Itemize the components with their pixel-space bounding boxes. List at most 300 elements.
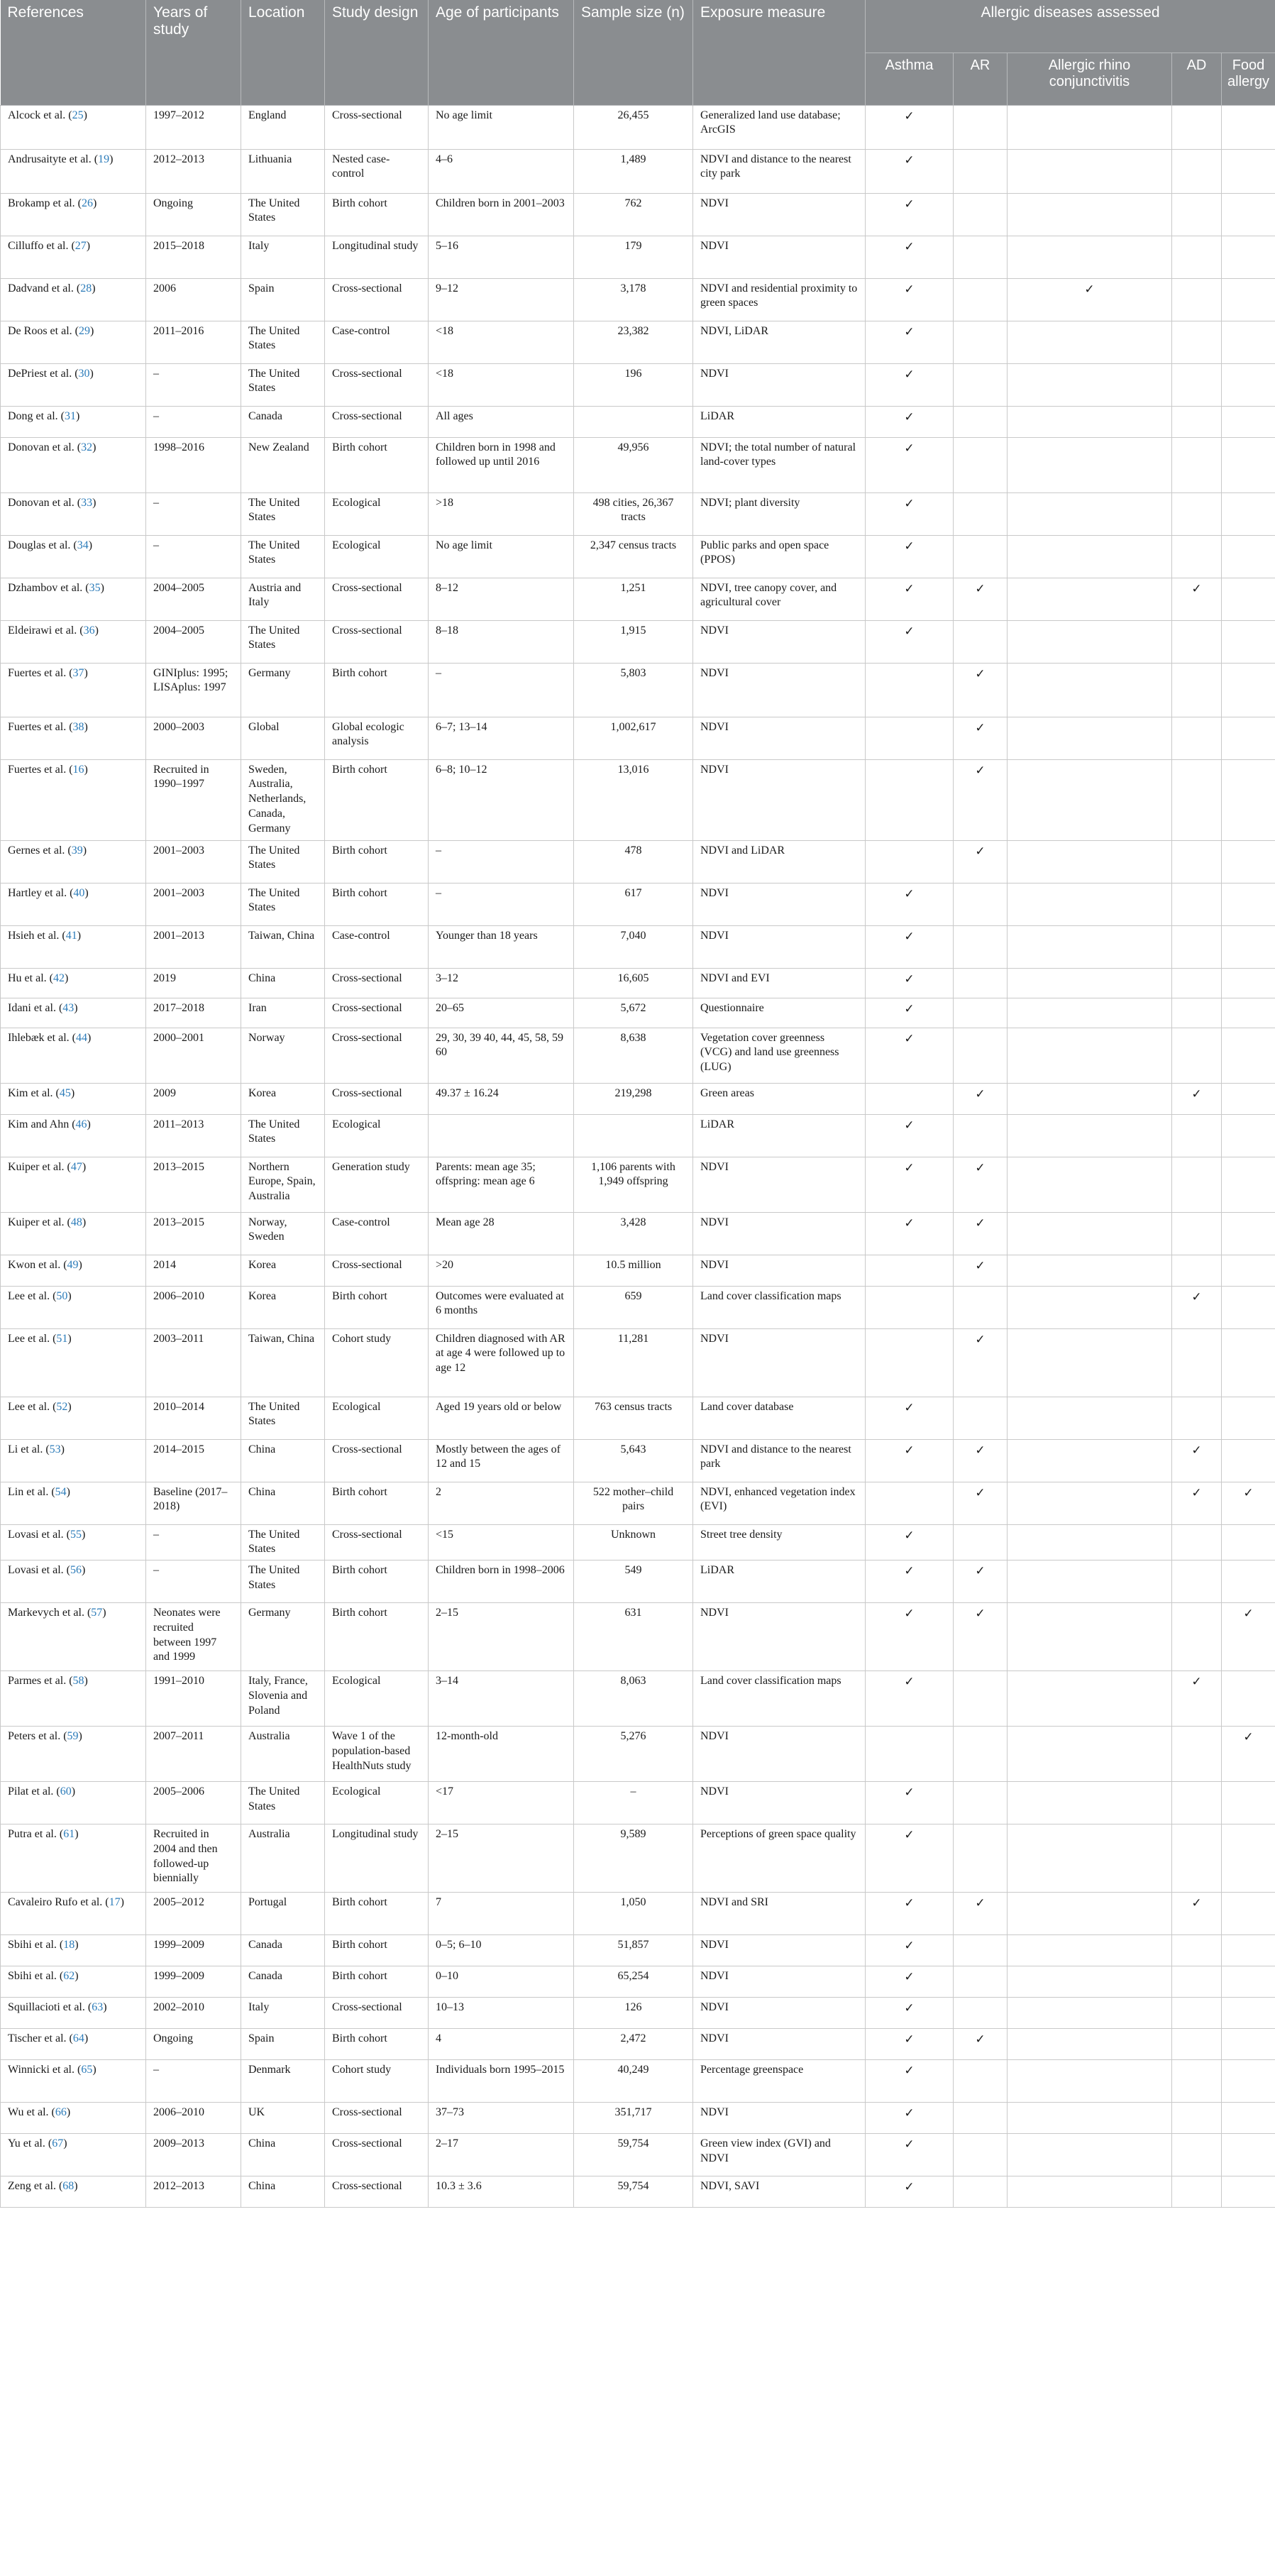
check-mark-icon: ✓: [904, 1939, 915, 1954]
citation-paren: ): [86, 239, 91, 252]
citation-paren: ): [78, 1258, 82, 1271]
citation-link[interactable]: 60: [60, 1785, 72, 1798]
food-allergy-check: [1222, 578, 1275, 620]
years-cell: –: [146, 1561, 241, 1603]
citation-link[interactable]: 58: [72, 1675, 84, 1688]
age-cell: 29, 30, 39 40, 44, 45, 58, 59 60: [429, 1028, 574, 1083]
design-cell: Case-control: [325, 321, 429, 363]
age-cell: <18: [429, 321, 574, 363]
check-mark-icon: ✓: [904, 324, 915, 339]
rhino-conjunctivitis-check: [1008, 149, 1172, 193]
age-cell: Children diagnosed with AR at age 4 were followed up to age 12: [429, 1328, 574, 1397]
ad-check: [1172, 968, 1222, 998]
design-cell: Ecological: [325, 1114, 429, 1157]
ad-check: [1172, 1028, 1222, 1083]
citation-link[interactable]: 61: [63, 1828, 75, 1841]
reference-cell: [1, 1561, 146, 1603]
ad-check: [1172, 663, 1222, 717]
header-study-design: Study design: [325, 0, 429, 105]
age-cell: 37–73: [429, 2103, 574, 2134]
food-allergy-check: [1222, 149, 1275, 193]
ad-check: [1172, 1603, 1222, 1671]
citation-link[interactable]: 16: [72, 763, 84, 776]
citation-link[interactable]: 37: [72, 666, 84, 679]
years-cell: 2019: [146, 968, 241, 998]
years-cell: Baseline (2017–2018): [146, 1482, 241, 1524]
asthma-check: [866, 1114, 954, 1157]
citation-link[interactable]: 53: [49, 1443, 61, 1455]
citation-link[interactable]: 66: [55, 2106, 67, 2119]
age-cell: 2–15: [429, 1824, 574, 1893]
ad-check: [1172, 149, 1222, 193]
sample-size-cell: [574, 1114, 693, 1157]
check-mark-icon: ✓: [975, 2032, 986, 2047]
check-mark-icon: ✓: [904, 1443, 915, 1458]
years-cell: 2003–2011: [146, 1328, 241, 1397]
sample-size-cell: 9,589: [574, 1824, 693, 1893]
citation-link[interactable]: 25: [72, 109, 84, 121]
citation-paren: ): [92, 197, 97, 209]
ad-check: [1172, 1482, 1222, 1524]
years-cell: 2014: [146, 1255, 241, 1286]
citation-link[interactable]: 36: [83, 624, 95, 637]
ad-check: [1172, 883, 1222, 925]
location-cell: Global: [241, 717, 325, 759]
location-cell: Korea: [241, 1255, 325, 1286]
check-mark-icon: ✓: [904, 1607, 915, 1622]
sample-size-cell: 762: [574, 193, 693, 236]
citation-link[interactable]: 46: [75, 1118, 87, 1130]
reference-cell: [1, 193, 146, 236]
table-row: [1, 1671, 1275, 1727]
rhino-conjunctivitis-check: [1008, 363, 1172, 406]
check-mark-icon: ✓: [904, 1528, 915, 1543]
table-row: [1, 105, 1275, 149]
location-cell: The United States: [241, 840, 325, 883]
table-row: [1, 278, 1275, 321]
age-cell: 10–13: [429, 1998, 574, 2029]
ad-check: [1172, 363, 1222, 406]
citation-paren: ): [94, 624, 99, 637]
age-cell: Mean age 28: [429, 1212, 574, 1255]
reference-author: Douglas et al. (: [8, 539, 77, 551]
citation-paren: ): [89, 367, 94, 380]
ad-check: [1172, 1397, 1222, 1439]
design-cell: Cohort study: [325, 1328, 429, 1397]
check-mark-icon: ✓: [1191, 1675, 1202, 1690]
citation-link[interactable]: 39: [71, 844, 83, 857]
citation-link[interactable]: 41: [65, 929, 77, 942]
location-cell: The United States: [241, 492, 325, 535]
citation-link[interactable]: 50: [56, 1289, 68, 1302]
exposure-cell: NDVI and residential proximity to green spaces: [693, 278, 866, 321]
ar-check: [954, 578, 1008, 620]
exposure-cell: NDVI: [693, 1255, 866, 1286]
sample-size-cell: 40,249: [574, 2060, 693, 2103]
citation-link[interactable]: 26: [81, 197, 93, 209]
check-mark-icon: ✓: [975, 581, 986, 596]
check-mark-icon: ✓: [904, 239, 915, 254]
ar-check: [954, 1286, 1008, 1328]
citation-link[interactable]: 34: [77, 539, 89, 551]
citation-link[interactable]: 32: [81, 441, 93, 453]
citation-paren: ): [83, 109, 87, 121]
sample-size-cell: 1,915: [574, 620, 693, 663]
reference-author: Andrusaityte et al. (: [8, 153, 99, 165]
age-cell: 6–8; 10–12: [429, 759, 574, 840]
years-cell: 2001–2013: [146, 925, 241, 968]
reference-author: Wu et al. (: [8, 2106, 55, 2119]
location-cell: Sweden, Australia, Netherlands, Canada, Germany: [241, 759, 325, 840]
check-mark-icon: ✓: [904, 1785, 915, 1800]
food-allergy-check: [1222, 1893, 1275, 1935]
ad-check: [1172, 278, 1222, 321]
design-cell: Ecological: [325, 1397, 429, 1439]
check-mark-icon: ✓: [904, 2032, 915, 2047]
citation-link[interactable]: 47: [70, 1160, 82, 1173]
rhino-conjunctivitis-check: [1008, 2060, 1172, 2103]
ad-check: [1172, 2103, 1222, 2134]
rhino-conjunctivitis-check: [1008, 1893, 1172, 1935]
asthma-check: [866, 492, 954, 535]
citation-link[interactable]: 35: [89, 581, 101, 594]
ar-check: [954, 968, 1008, 998]
design-cell: Generation study: [325, 1157, 429, 1212]
exposure-cell: NDVI: [693, 363, 866, 406]
location-cell: Portugal: [241, 1893, 325, 1935]
years-cell: Recruited in 2004 and then followed-up biennially: [146, 1824, 241, 1893]
age-cell: 0–5; 6–10: [429, 1935, 574, 1966]
design-cell: Cross-sectional: [325, 620, 429, 663]
citation-link[interactable]: 27: [74, 239, 87, 252]
citation-link[interactable]: 68: [62, 2180, 74, 2193]
citation-link[interactable]: 52: [56, 1400, 68, 1413]
food-allergy-check: [1222, 1286, 1275, 1328]
check-mark-icon: ✓: [904, 441, 915, 456]
design-cell: Cross-sectional: [325, 278, 429, 321]
location-cell: Germany: [241, 1603, 325, 1671]
check-mark-icon: ✓: [904, 971, 915, 986]
reference-cell: [1, 925, 146, 968]
ad-check: [1172, 1671, 1222, 1727]
age-cell: Parents: mean age 35; offspring: mean age 6: [429, 1157, 574, 1212]
rhino-conjunctivitis-check: [1008, 663, 1172, 717]
age-cell: >20: [429, 1255, 574, 1286]
reference-cell: [1, 1482, 146, 1524]
citation-link[interactable]: 56: [70, 1564, 82, 1577]
citation-link[interactable]: 43: [62, 1001, 74, 1014]
citation-link[interactable]: 44: [75, 1031, 87, 1044]
reference-cell: [1, 1966, 146, 1998]
reference-cell: [1, 663, 146, 717]
reference-cell: [1, 1028, 146, 1083]
check-mark-icon: ✓: [975, 1332, 986, 1347]
table-header: [1, 0, 1275, 105]
reference-cell: [1, 1935, 146, 1966]
years-cell: 1999–2009: [146, 1935, 241, 1966]
rhino-conjunctivitis-check: [1008, 1966, 1172, 1998]
citation-link[interactable]: 49: [67, 1258, 79, 1271]
asthma-check: [866, 193, 954, 236]
check-mark-icon: ✓: [904, 496, 915, 511]
check-mark-icon: ✓: [975, 720, 986, 735]
asthma-check: [866, 1286, 954, 1328]
table-body: [1, 105, 1275, 2208]
citation-link[interactable]: 42: [53, 971, 65, 984]
food-allergy-check: [1222, 193, 1275, 236]
table-row: [1, 1893, 1275, 1935]
rhino-conjunctivitis-check: [1008, 1255, 1172, 1286]
design-cell: Cross-sectional: [325, 2176, 429, 2208]
sample-size-cell: 2,347 census tracts: [574, 535, 693, 578]
exposure-cell: NDVI, enhanced vegetation index (EVI): [693, 1482, 866, 1524]
food-allergy-check: [1222, 1397, 1275, 1439]
citation-link[interactable]: 29: [78, 324, 90, 337]
citation-link[interactable]: 40: [73, 886, 85, 899]
location-cell: Lithuania: [241, 149, 325, 193]
ar-check: [954, 2103, 1008, 2134]
check-mark-icon: ✓: [904, 1001, 915, 1016]
ar-check: [954, 2060, 1008, 2103]
citation-paren: ): [89, 324, 94, 337]
citation-link[interactable]: 17: [109, 1896, 121, 1909]
reference-author: Dong et al. (: [8, 409, 65, 422]
location-cell: Austria and Italy: [241, 578, 325, 620]
age-cell: 20–65: [429, 998, 574, 1028]
exposure-cell: Questionnaire: [693, 998, 866, 1028]
rhino-conjunctivitis-check: [1008, 2103, 1172, 2134]
citation-link[interactable]: 30: [78, 367, 90, 380]
citation-link[interactable]: 33: [81, 496, 93, 509]
asthma-check: [866, 2134, 954, 2176]
age-cell: 2: [429, 1482, 574, 1524]
design-cell: Cross-sectional: [325, 363, 429, 406]
check-mark-icon: ✓: [975, 1216, 986, 1231]
ad-check: [1172, 1935, 1222, 1966]
exposure-cell: NDVI: [693, 1966, 866, 1998]
design-cell: Cross-sectional: [325, 2103, 429, 2134]
check-mark-icon: ✓: [904, 2180, 915, 2195]
citation-paren: ): [75, 409, 80, 422]
reference-cell: [1, 1824, 146, 1893]
table-row: [1, 1083, 1275, 1114]
citation-paren: ): [71, 1785, 76, 1798]
reference-cell: [1, 363, 146, 406]
sample-size-cell: 351,717: [574, 2103, 693, 2134]
reference-author: Fuertes et al. (: [8, 666, 73, 679]
check-mark-icon: ✓: [975, 1086, 986, 1101]
ar-check: [954, 2134, 1008, 2176]
check-mark-icon: ✓: [904, 2106, 915, 2121]
citation-paren: ): [87, 1118, 91, 1130]
check-mark-icon: ✓: [904, 1564, 915, 1579]
table-row: [1, 1561, 1275, 1603]
table-row: [1, 1114, 1275, 1157]
rhino-conjunctivitis-check: [1008, 578, 1172, 620]
design-cell: Cross-sectional: [325, 406, 429, 437]
citation-link[interactable]: 28: [80, 282, 92, 295]
check-mark-icon: ✓: [1191, 581, 1202, 596]
citation-paren: ): [74, 1970, 79, 1983]
rhino-conjunctivitis-check: [1008, 1439, 1172, 1482]
citation-paren: ): [103, 2001, 107, 2014]
sample-size-cell: 522 mother–child pairs: [574, 1482, 693, 1524]
reference-cell: [1, 1439, 146, 1482]
exposure-cell: NDVI and distance to the nearest city park: [693, 149, 866, 193]
reference-cell: [1, 1212, 146, 1255]
exposure-cell: LiDAR: [693, 1114, 866, 1157]
asthma-check: [866, 236, 954, 278]
age-cell: –: [429, 663, 574, 717]
asthma-check: [866, 1157, 954, 1212]
age-cell: –: [429, 840, 574, 883]
food-allergy-check: [1222, 406, 1275, 437]
asthma-check: [866, 437, 954, 492]
exposure-cell: Street tree density: [693, 1524, 866, 1561]
years-cell: 1991–2010: [146, 1671, 241, 1727]
citation-link[interactable]: 18: [63, 1939, 75, 1952]
ad-check: [1172, 236, 1222, 278]
design-cell: Nested case-control: [325, 149, 429, 193]
citation-link[interactable]: 65: [81, 2064, 93, 2076]
citation-paren: ): [120, 1896, 124, 1909]
check-mark-icon: ✓: [904, 2001, 915, 2016]
citation-link[interactable]: 67: [52, 2137, 64, 2150]
citation-link[interactable]: 48: [70, 1216, 82, 1228]
sample-size-cell: 5,672: [574, 998, 693, 1028]
header-asthma: Asthma: [866, 53, 954, 105]
ar-check: [954, 717, 1008, 759]
location-cell: China: [241, 2134, 325, 2176]
check-mark-icon: ✓: [975, 666, 986, 681]
reference-author: Hsieh et al. (: [8, 929, 66, 942]
reference-author: Kwon et al. (: [8, 1258, 67, 1271]
years-cell: 2001–2003: [146, 883, 241, 925]
ad-check: [1172, 717, 1222, 759]
citation-link[interactable]: 57: [91, 1607, 103, 1619]
ad-check: [1172, 437, 1222, 492]
check-mark-icon: ✓: [1243, 1730, 1254, 1745]
ar-check: [954, 1328, 1008, 1397]
exposure-cell: NDVI: [693, 2029, 866, 2060]
ar-check: [954, 1524, 1008, 1561]
header-age: Age of participants: [429, 0, 574, 105]
sample-size-cell: 10.5 million: [574, 1255, 693, 1286]
check-mark-icon: ✓: [904, 197, 915, 211]
citation-link[interactable]: 31: [64, 409, 76, 422]
asthma-check: [866, 1524, 954, 1561]
years-cell: 2017–2018: [146, 998, 241, 1028]
rhino-conjunctivitis-check: [1008, 437, 1172, 492]
reference-cell: [1, 1114, 146, 1157]
sample-size-cell: 49,956: [574, 437, 693, 492]
check-mark-icon: ✓: [975, 1258, 986, 1273]
reference-author: Cilluffo et al. (: [8, 239, 75, 252]
years-cell: GINIplus: 1995; LISAplus: 1997: [146, 663, 241, 717]
sample-size-cell: 51,857: [574, 1935, 693, 1966]
food-allergy-check: [1222, 363, 1275, 406]
asthma-check: [866, 663, 954, 717]
reference-author: Putra et al. (: [8, 1828, 64, 1841]
reference-cell: [1, 1671, 146, 1727]
exposure-cell: NDVI: [693, 1603, 866, 1671]
ar-check: [954, 2029, 1008, 2060]
citation-link[interactable]: 51: [56, 1332, 68, 1345]
check-mark-icon: ✓: [975, 1160, 986, 1175]
citation-paren: ): [84, 763, 88, 776]
citation-link[interactable]: 63: [92, 2001, 104, 2014]
reference-author: Cavaleiro Rufo et al. (: [8, 1896, 109, 1909]
reference-author: Lee et al. (: [8, 1400, 57, 1413]
sample-size-cell: 5,276: [574, 1727, 693, 1782]
ar-check: [954, 193, 1008, 236]
ar-check: [954, 149, 1008, 193]
age-cell: Mostly between the ages of 12 and 15: [429, 1439, 574, 1482]
sample-size-cell: 498 cities, 26,367 tracts: [574, 492, 693, 535]
citation-link[interactable]: 38: [72, 720, 84, 733]
design-cell: Ecological: [325, 492, 429, 535]
design-cell: Cross-sectional: [325, 1439, 429, 1482]
check-mark-icon: ✓: [904, 624, 915, 639]
reference-author: Brokamp et al. (: [8, 197, 82, 209]
citation-link[interactable]: 19: [98, 153, 110, 165]
reference-cell: [1, 1083, 146, 1114]
years-cell: Recruited in 1990–1997: [146, 759, 241, 840]
ar-check: [954, 759, 1008, 840]
exposure-cell: LiDAR: [693, 1561, 866, 1603]
check-mark-icon: ✓: [904, 929, 915, 944]
check-mark-icon: ✓: [1191, 1086, 1202, 1101]
food-allergy-check: [1222, 1966, 1275, 1998]
header-exposure: Exposure measure: [693, 0, 866, 105]
location-cell: Italy: [241, 1998, 325, 2029]
check-mark-icon: ✓: [904, 409, 915, 424]
citation-link[interactable]: 55: [70, 1528, 82, 1541]
food-allergy-check: [1222, 1824, 1275, 1893]
check-mark-icon: ✓: [975, 1485, 986, 1500]
exposure-cell: Land cover database: [693, 1397, 866, 1439]
citation-link[interactable]: 54: [55, 1485, 67, 1498]
reference-author: Kuiper et al. (: [8, 1160, 71, 1173]
citation-paren: ): [74, 1939, 79, 1952]
food-allergy-check: [1222, 1255, 1275, 1286]
food-allergy-check: [1222, 437, 1275, 492]
citation-link[interactable]: 64: [72, 2032, 84, 2045]
food-allergy-check: [1222, 1935, 1275, 1966]
citation-paren: ): [84, 666, 88, 679]
citation-link[interactable]: 45: [59, 1086, 71, 1099]
design-cell: Cross-sectional: [325, 2134, 429, 2176]
exposure-cell: NDVI: [693, 717, 866, 759]
reference-author: Eldeirawi et al. (: [8, 624, 84, 637]
rhino-conjunctivitis-check: [1008, 759, 1172, 840]
ar-check: [954, 321, 1008, 363]
ar-check: [954, 1935, 1008, 1966]
citation-paren: ): [66, 1485, 70, 1498]
sample-size-cell: 617: [574, 883, 693, 925]
citation-link[interactable]: 59: [67, 1730, 79, 1743]
ad-check: [1172, 759, 1222, 840]
check-mark-icon: ✓: [904, 1160, 915, 1175]
age-cell: >18: [429, 492, 574, 535]
reference-author: Lee et al. (: [8, 1332, 57, 1345]
food-allergy-check: [1222, 1328, 1275, 1397]
ad-check: [1172, 1255, 1222, 1286]
citation-link[interactable]: 62: [63, 1970, 75, 1983]
sample-size-cell: 59,754: [574, 2176, 693, 2208]
exposure-cell: LiDAR: [693, 406, 866, 437]
design-cell: Birth cohort: [325, 663, 429, 717]
